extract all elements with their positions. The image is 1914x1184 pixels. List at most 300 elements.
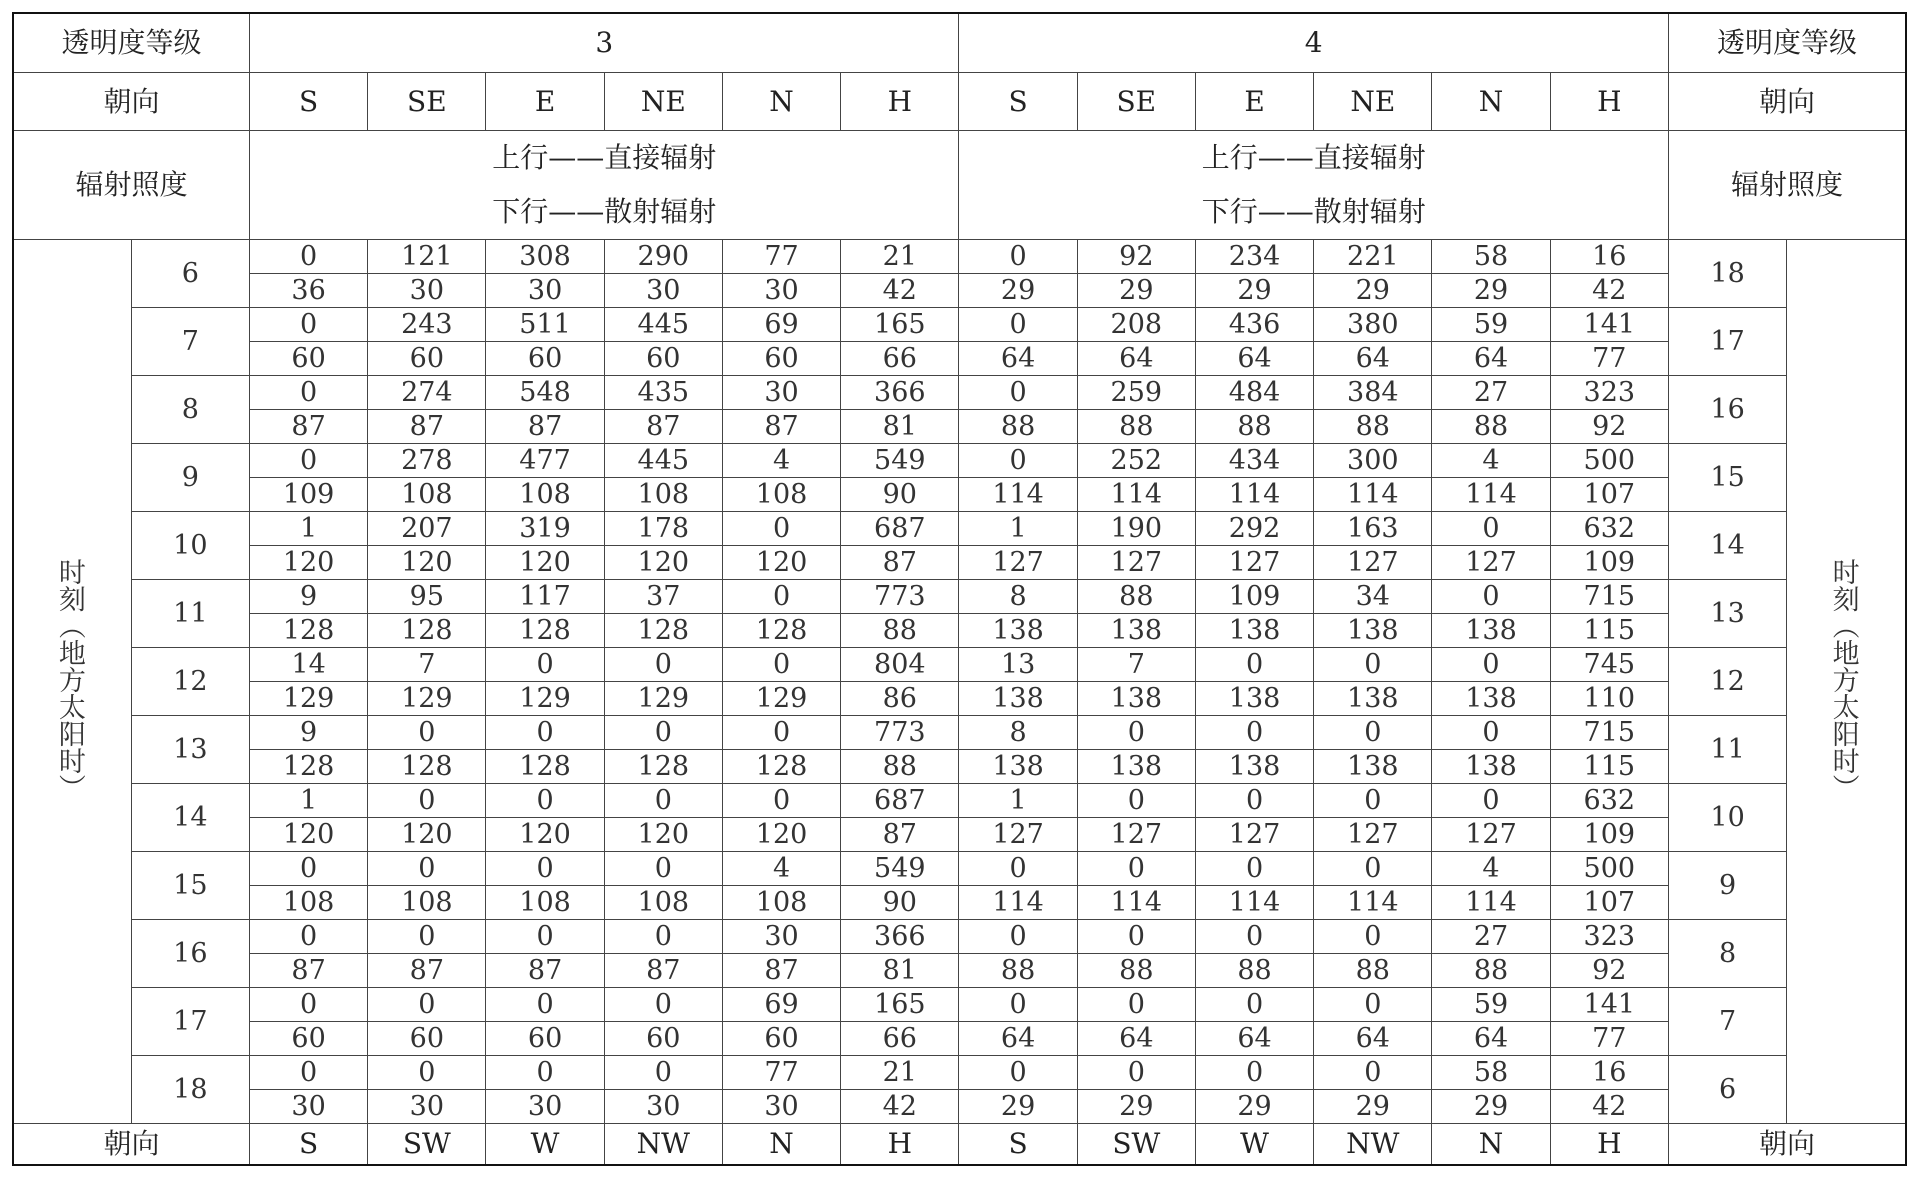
diffuse-value-cell: 88: [1195, 410, 1313, 444]
grade-3-header: 3: [249, 13, 958, 73]
orientation-cell: SE: [368, 73, 486, 131]
diffuse-value-cell: 120: [486, 546, 604, 580]
direct-value-cell: 0: [1195, 716, 1313, 750]
orientation-cell: W: [1195, 1124, 1313, 1166]
time-label-char: 阳: [58, 720, 86, 751]
direct-value-cell: 4: [722, 852, 840, 886]
hour-cell-left: 17: [131, 988, 249, 1056]
direct-value-cell: 0: [604, 920, 722, 954]
direct-value-cell: 88: [1077, 580, 1195, 614]
diffuse-value-cell: 30: [249, 1090, 367, 1124]
diffuse-value-cell: 120: [368, 818, 486, 852]
direct-value-cell: 715: [1550, 716, 1668, 750]
diffuse-value-cell: 29: [1432, 1090, 1550, 1124]
direct-value-cell: 0: [1432, 716, 1550, 750]
direct-value-cell: 0: [1314, 852, 1432, 886]
solar-radiation-table: [12, 12, 1907, 1166]
legend-diffuse: 下行——散射辐射: [1201, 195, 1426, 228]
direct-value-cell: 0: [1314, 920, 1432, 954]
direct-value-cell: 30: [722, 920, 840, 954]
hour-cell-left: 11: [131, 580, 249, 648]
diffuse-value-cell: 127: [1195, 546, 1313, 580]
direct-value-cell: 27: [1432, 376, 1550, 410]
time-label-left: [13, 240, 131, 1124]
footer-row-orientation: [13, 1124, 1906, 1166]
orientation-cell: E: [486, 73, 604, 131]
hour-cell-right: 12: [1668, 648, 1786, 716]
diffuse-value-cell: 60: [368, 1022, 486, 1056]
direct-value-cell: 0: [1314, 988, 1432, 1022]
time-label-char: 方: [1832, 666, 1860, 697]
diffuse-value-cell: 88: [841, 614, 959, 648]
direct-value-cell: 0: [959, 444, 1077, 478]
table-row-diffuse: [13, 1022, 1906, 1056]
direct-value-cell: 0: [1077, 852, 1195, 886]
direct-value-cell: 259: [1077, 376, 1195, 410]
diffuse-value-cell: 129: [368, 682, 486, 716]
table-row-diffuse: [13, 682, 1906, 716]
diffuse-value-cell: 30: [722, 1090, 840, 1124]
direct-value-cell: 59: [1432, 988, 1550, 1022]
diffuse-value-cell: 88: [1314, 410, 1432, 444]
diffuse-value-cell: 108: [249, 886, 367, 920]
diffuse-value-cell: 88: [1314, 954, 1432, 988]
diffuse-value-cell: 92: [1550, 410, 1668, 444]
diffuse-value-cell: 66: [841, 342, 959, 376]
diffuse-value-cell: 108: [486, 886, 604, 920]
diffuse-value-cell: 29: [1077, 1090, 1195, 1124]
diffuse-value-cell: 87: [249, 954, 367, 988]
diffuse-value-cell: 86: [841, 682, 959, 716]
direct-value-cell: 548: [486, 376, 604, 410]
direct-value-cell: 1: [959, 784, 1077, 818]
direct-value-cell: 0: [1077, 988, 1195, 1022]
diffuse-value-cell: 60: [249, 1022, 367, 1056]
direct-value-cell: 0: [249, 308, 367, 342]
direct-value-cell: 208: [1077, 308, 1195, 342]
direct-value-cell: 58: [1432, 1056, 1550, 1090]
direct-value-cell: 632: [1550, 784, 1668, 818]
time-label-char: 太: [58, 693, 86, 724]
diffuse-value-cell: 30: [604, 274, 722, 308]
diffuse-value-cell: 114: [1432, 886, 1550, 920]
orientation-cell: SW: [368, 1124, 486, 1166]
diffuse-value-cell: 30: [368, 274, 486, 308]
direct-value-cell: 323: [1550, 376, 1668, 410]
direct-value-cell: 445: [604, 444, 722, 478]
irradiance-label-right: 辐射照度: [1668, 131, 1906, 240]
table-row-diffuse: [13, 546, 1906, 580]
direct-value-cell: 290: [604, 240, 722, 274]
direct-value-cell: 95: [368, 580, 486, 614]
diffuse-value-cell: 114: [959, 478, 1077, 512]
direct-value-cell: 0: [249, 988, 367, 1022]
diffuse-value-cell: 120: [368, 546, 486, 580]
direct-value-cell: 77: [722, 1056, 840, 1090]
diffuse-value-cell: 120: [249, 818, 367, 852]
diffuse-value-cell: 29: [1314, 1090, 1432, 1124]
legend-diffuse: 下行——散射辐射: [492, 195, 717, 228]
diffuse-value-cell: 138: [1314, 682, 1432, 716]
orientation-cell: S: [249, 73, 367, 131]
direct-value-cell: 0: [959, 852, 1077, 886]
diffuse-value-cell: 127: [959, 818, 1077, 852]
table-row-direct: [13, 376, 1906, 410]
diffuse-value-cell: 90: [841, 478, 959, 512]
diffuse-value-cell: 128: [249, 750, 367, 784]
direct-value-cell: 14: [249, 648, 367, 682]
direct-value-cell: 0: [604, 988, 722, 1022]
direct-value-cell: 0: [604, 648, 722, 682]
orientation-cell: NW: [604, 1124, 722, 1166]
diffuse-value-cell: 30: [604, 1090, 722, 1124]
hour-cell-left: 15: [131, 852, 249, 920]
direct-value-cell: 0: [1077, 784, 1195, 818]
diffuse-value-cell: 29: [959, 274, 1077, 308]
direct-value-cell: 0: [249, 444, 367, 478]
direct-value-cell: 0: [486, 716, 604, 750]
diffuse-value-cell: 114: [1077, 478, 1195, 512]
diffuse-value-cell: 87: [604, 410, 722, 444]
diffuse-value-cell: 120: [249, 546, 367, 580]
direct-value-cell: 7: [368, 648, 486, 682]
direct-value-cell: 632: [1550, 512, 1668, 546]
diffuse-value-cell: 29: [1432, 274, 1550, 308]
direct-value-cell: 34: [1314, 580, 1432, 614]
legend-direct: 上行——直接辐射: [1201, 141, 1426, 174]
direct-value-cell: 319: [486, 512, 604, 546]
diffuse-value-cell: 64: [1314, 1022, 1432, 1056]
diffuse-value-cell: 30: [368, 1090, 486, 1124]
direct-value-cell: 1: [959, 512, 1077, 546]
diffuse-value-cell: 108: [486, 478, 604, 512]
diffuse-value-cell: 108: [368, 886, 486, 920]
time-label-char: 时: [1832, 747, 1860, 778]
direct-value-cell: 13: [959, 648, 1077, 682]
diffuse-value-cell: 128: [486, 750, 604, 784]
direct-value-cell: 0: [722, 580, 840, 614]
diffuse-value-cell: 114: [1432, 478, 1550, 512]
diffuse-value-cell: 60: [249, 342, 367, 376]
direct-value-cell: 745: [1550, 648, 1668, 682]
hour-cell-right: 15: [1668, 444, 1786, 512]
hour-cell-left: 14: [131, 784, 249, 852]
direct-value-cell: 0: [1077, 1056, 1195, 1090]
direct-value-cell: 8: [959, 580, 1077, 614]
hour-cell-left: 13: [131, 716, 249, 784]
diffuse-value-cell: 115: [1550, 614, 1668, 648]
diffuse-value-cell: 108: [604, 478, 722, 512]
diffuse-value-cell: 128: [368, 750, 486, 784]
table-row-direct: [13, 444, 1906, 478]
diffuse-value-cell: 30: [722, 274, 840, 308]
diffuse-value-cell: 88: [1432, 410, 1550, 444]
diffuse-value-cell: 88: [1077, 954, 1195, 988]
time-label-char: 时: [58, 747, 86, 778]
direct-value-cell: 300: [1314, 444, 1432, 478]
direct-value-cell: 0: [722, 648, 840, 682]
direct-value-cell: 0: [722, 512, 840, 546]
direct-value-cell: 165: [841, 308, 959, 342]
diffuse-value-cell: 109: [249, 478, 367, 512]
diffuse-value-cell: 109: [1550, 546, 1668, 580]
direct-value-cell: 0: [604, 716, 722, 750]
direct-value-cell: 0: [959, 376, 1077, 410]
orientation-cell: NE: [604, 73, 722, 131]
table-row-direct: [13, 240, 1906, 274]
hour-cell-left: 16: [131, 920, 249, 988]
diffuse-value-cell: 138: [1314, 614, 1432, 648]
direct-value-cell: 687: [841, 512, 959, 546]
direct-value-cell: 384: [1314, 376, 1432, 410]
direct-value-cell: 0: [1195, 784, 1313, 818]
table-row-direct: [13, 580, 1906, 614]
diffuse-value-cell: 138: [1195, 750, 1313, 784]
hour-cell-right: 16: [1668, 376, 1786, 444]
diffuse-value-cell: 128: [604, 614, 722, 648]
direct-value-cell: 292: [1195, 512, 1313, 546]
diffuse-value-cell: 128: [722, 750, 840, 784]
header-row-orientation: [13, 73, 1906, 131]
direct-value-cell: 278: [368, 444, 486, 478]
orientation-cell: SW: [1077, 1124, 1195, 1166]
diffuse-value-cell: 108: [722, 478, 840, 512]
direct-value-cell: 274: [368, 376, 486, 410]
direct-value-cell: 117: [486, 580, 604, 614]
diffuse-value-cell: 88: [1077, 410, 1195, 444]
direct-value-cell: 0: [959, 308, 1077, 342]
diffuse-value-cell: 64: [1432, 342, 1550, 376]
direct-value-cell: 0: [368, 716, 486, 750]
direct-value-cell: 0: [486, 784, 604, 818]
diffuse-value-cell: 36: [249, 274, 367, 308]
diffuse-value-cell: 87: [486, 410, 604, 444]
grade-4-header: 4: [959, 13, 1668, 73]
hour-cell-right: 17: [1668, 308, 1786, 376]
diffuse-value-cell: 115: [1550, 750, 1668, 784]
orientation-cell: E: [1195, 73, 1313, 131]
hour-cell-right: 7: [1668, 988, 1786, 1056]
direct-value-cell: 0: [1195, 1056, 1313, 1090]
orientation-cell: H: [1550, 1124, 1668, 1166]
orientation-label-right: 朝向: [1668, 73, 1906, 131]
diffuse-value-cell: 77: [1550, 1022, 1668, 1056]
table-row-direct: [13, 716, 1906, 750]
orientation-cell: S: [959, 73, 1077, 131]
direct-value-cell: 0: [368, 1056, 486, 1090]
direct-value-cell: 121: [368, 240, 486, 274]
hour-cell-left: 18: [131, 1056, 249, 1124]
diffuse-value-cell: 30: [486, 1090, 604, 1124]
direct-value-cell: 0: [1195, 988, 1313, 1022]
table-row-direct: [13, 512, 1906, 546]
direct-value-cell: 0: [1432, 512, 1550, 546]
diffuse-value-cell: 114: [1077, 886, 1195, 920]
hour-cell-left: 8: [131, 376, 249, 444]
diffuse-value-cell: 127: [1314, 546, 1432, 580]
diffuse-value-cell: 128: [486, 614, 604, 648]
diffuse-value-cell: 114: [1314, 886, 1432, 920]
direct-value-cell: 434: [1195, 444, 1313, 478]
orientation-cell: W: [486, 1124, 604, 1166]
time-label-char: 时: [58, 558, 86, 589]
orientation-cell: N: [722, 1124, 840, 1166]
direct-value-cell: 69: [722, 988, 840, 1022]
diffuse-value-cell: 87: [841, 818, 959, 852]
diffuse-value-cell: 127: [1432, 818, 1550, 852]
direct-value-cell: 141: [1550, 308, 1668, 342]
diffuse-value-cell: 120: [722, 818, 840, 852]
orientation-cell: H: [1550, 73, 1668, 131]
direct-value-cell: 0: [959, 988, 1077, 1022]
direct-value-cell: 9: [249, 580, 367, 614]
orientation-cell: N: [1432, 1124, 1550, 1166]
diffuse-value-cell: 81: [841, 954, 959, 988]
direct-value-cell: 207: [368, 512, 486, 546]
direct-value-cell: 165: [841, 988, 959, 1022]
diffuse-value-cell: 120: [486, 818, 604, 852]
diffuse-value-cell: 120: [722, 546, 840, 580]
direct-value-cell: 323: [1550, 920, 1668, 954]
time-label-char: ︶: [1832, 774, 1860, 805]
diffuse-value-cell: 114: [1195, 886, 1313, 920]
diffuse-value-cell: 29: [1195, 274, 1313, 308]
direct-value-cell: 0: [604, 852, 722, 886]
diffuse-value-cell: 127: [1432, 546, 1550, 580]
direct-value-cell: 1: [249, 784, 367, 818]
direct-value-cell: 445: [604, 308, 722, 342]
diffuse-value-cell: 88: [959, 410, 1077, 444]
diffuse-value-cell: 128: [368, 614, 486, 648]
direct-value-cell: 4: [722, 444, 840, 478]
grade-label-left: 透明度等级: [13, 13, 249, 73]
direct-value-cell: 0: [959, 240, 1077, 274]
diffuse-value-cell: 88: [841, 750, 959, 784]
diffuse-value-cell: 42: [1550, 274, 1668, 308]
diffuse-value-cell: 129: [486, 682, 604, 716]
direct-value-cell: 0: [486, 988, 604, 1022]
direct-value-cell: 0: [722, 716, 840, 750]
diffuse-value-cell: 120: [604, 546, 722, 580]
diffuse-value-cell: 88: [1195, 954, 1313, 988]
hour-cell-right: 6: [1668, 1056, 1786, 1124]
direct-value-cell: 0: [1432, 580, 1550, 614]
diffuse-value-cell: 29: [1077, 274, 1195, 308]
diffuse-value-cell: 129: [722, 682, 840, 716]
direct-value-cell: 190: [1077, 512, 1195, 546]
direct-value-cell: 0: [959, 1056, 1077, 1090]
hour-cell-left: 9: [131, 444, 249, 512]
diffuse-value-cell: 90: [841, 886, 959, 920]
direct-value-cell: 243: [368, 308, 486, 342]
direct-value-cell: 16: [1550, 240, 1668, 274]
direct-value-cell: 0: [722, 784, 840, 818]
diffuse-value-cell: 87: [486, 954, 604, 988]
direct-value-cell: 366: [841, 376, 959, 410]
time-label-char: 时: [1832, 558, 1860, 589]
direct-value-cell: 16: [1550, 1056, 1668, 1090]
diffuse-value-cell: 42: [841, 1090, 959, 1124]
direct-value-cell: 0: [1432, 648, 1550, 682]
diffuse-value-cell: 127: [1077, 546, 1195, 580]
hour-cell-left: 10: [131, 512, 249, 580]
table-row-diffuse: [13, 410, 1906, 444]
direct-value-cell: 27: [1432, 920, 1550, 954]
direct-value-cell: 21: [841, 1056, 959, 1090]
direct-value-cell: 178: [604, 512, 722, 546]
table-row-diffuse: [13, 954, 1906, 988]
direct-value-cell: 141: [1550, 988, 1668, 1022]
diffuse-value-cell: 127: [1195, 818, 1313, 852]
grade-label-right: 透明度等级: [1668, 13, 1906, 73]
diffuse-value-cell: 107: [1550, 478, 1668, 512]
direct-value-cell: 773: [841, 580, 959, 614]
time-label-char: 刻: [1832, 585, 1860, 616]
diffuse-value-cell: 114: [1195, 478, 1313, 512]
direct-value-cell: 58: [1432, 240, 1550, 274]
time-label-char: ︵: [58, 612, 86, 643]
table-row-direct: [13, 784, 1906, 818]
direct-value-cell: 21: [841, 240, 959, 274]
direct-value-cell: 549: [841, 852, 959, 886]
diffuse-value-cell: 42: [841, 274, 959, 308]
table-row-direct: [13, 852, 1906, 886]
diffuse-value-cell: 114: [1314, 478, 1432, 512]
direct-value-cell: 77: [722, 240, 840, 274]
direct-value-cell: 0: [1314, 716, 1432, 750]
diffuse-value-cell: 128: [722, 614, 840, 648]
diffuse-value-cell: 60: [486, 342, 604, 376]
diffuse-value-cell: 138: [1195, 682, 1313, 716]
direct-value-cell: 0: [249, 1056, 367, 1090]
time-label-char: 阳: [1832, 720, 1860, 751]
direct-value-cell: 436: [1195, 308, 1313, 342]
hour-cell-right: 11: [1668, 716, 1786, 784]
direct-value-cell: 92: [1077, 240, 1195, 274]
diffuse-value-cell: 138: [959, 682, 1077, 716]
diffuse-value-cell: 138: [1077, 750, 1195, 784]
diffuse-value-cell: 110: [1550, 682, 1668, 716]
direct-value-cell: 0: [249, 240, 367, 274]
direct-value-cell: 308: [486, 240, 604, 274]
direct-value-cell: 0: [249, 852, 367, 886]
diffuse-value-cell: 127: [1077, 818, 1195, 852]
hour-cell-left: 12: [131, 648, 249, 716]
direct-value-cell: 0: [1314, 1056, 1432, 1090]
time-label-char: 方: [58, 666, 86, 697]
direct-value-cell: 37: [604, 580, 722, 614]
table-row-direct: [13, 1056, 1906, 1090]
diffuse-value-cell: 87: [368, 954, 486, 988]
diffuse-value-cell: 87: [722, 410, 840, 444]
row-legend-grade-3: [249, 131, 958, 240]
direct-value-cell: 687: [841, 784, 959, 818]
diffuse-value-cell: 138: [1314, 750, 1432, 784]
table-row-diffuse: [13, 818, 1906, 852]
direct-value-cell: 109: [1195, 580, 1313, 614]
diffuse-value-cell: 138: [1432, 682, 1550, 716]
diffuse-value-cell: 29: [1195, 1090, 1313, 1124]
diffuse-value-cell: 138: [1077, 614, 1195, 648]
diffuse-value-cell: 87: [722, 954, 840, 988]
direct-value-cell: 500: [1550, 852, 1668, 886]
diffuse-value-cell: 29: [959, 1090, 1077, 1124]
orientation-label-left: 朝向: [13, 1124, 249, 1166]
time-label-char: 刻: [58, 585, 86, 616]
direct-value-cell: 0: [486, 852, 604, 886]
orientation-cell: NE: [1314, 73, 1432, 131]
diffuse-value-cell: 128: [604, 750, 722, 784]
